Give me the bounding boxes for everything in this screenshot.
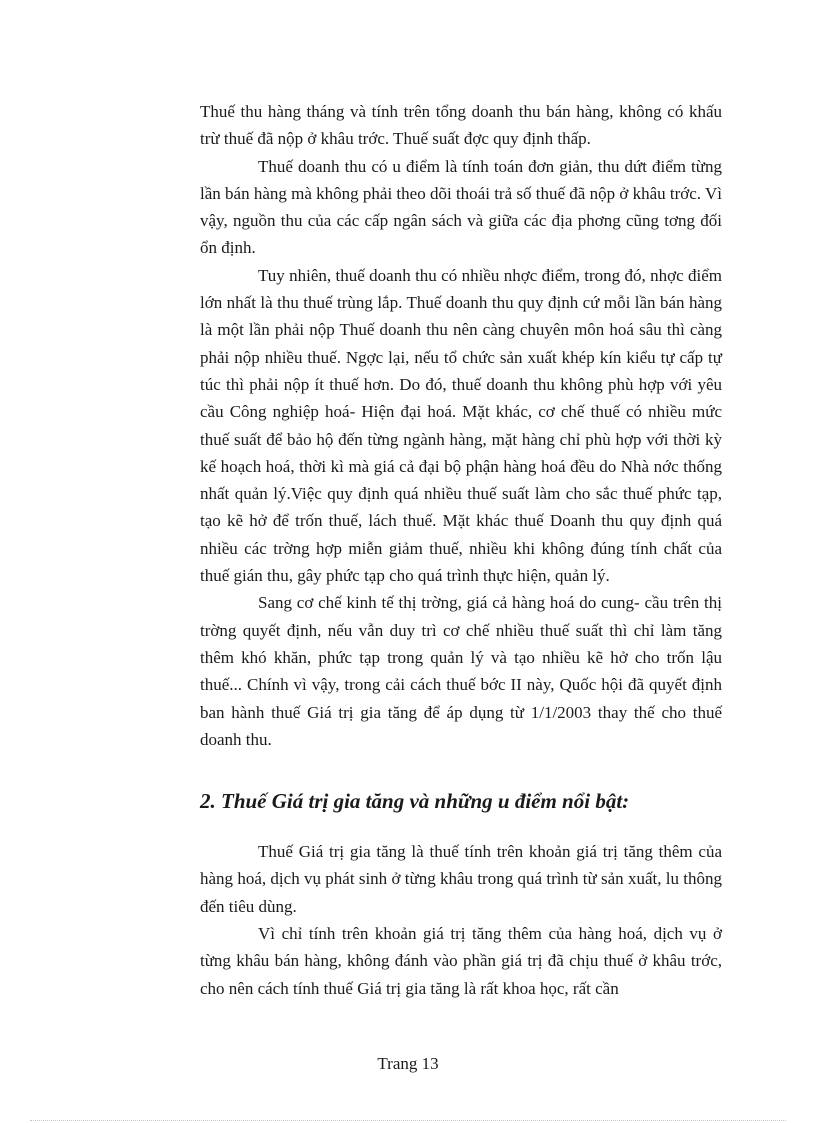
paragraph-4: Sang cơ chế kinh tế thị trờng, giá cả hàng hoá do cung- cầu trên thị trờng quyết định, nếu vẫn duy trì cơ chế nhiều thuế suất thì chỉ làm tăng thêm khó khăn, phức tạp trong quản lý và tạo nhiều kẽ hở cho trốn lậu thuế... Chính vì vậy, trong cải cách thuế bớc II này, Quốc hội đã quyết định ban hành thuế Giá trị gia tăng để áp dụng từ 1/1/2003 thay thế cho thuế doanh thu. <box>200 593 722 749</box>
paragraph-6: Vì chỉ tính trên khoản giá trị tăng thêm của hàng hoá, dịch vụ ở từng khâu bán hàng, không đánh vào phần giá trị đã chịu thuế ở khâu trớc, cho nên cách tính thuế Giá trị gia tăng là rất khoa học, rất cần <box>200 924 722 998</box>
page-bottom-divider <box>30 1120 786 1121</box>
paragraph-1: Thuế thu hàng tháng và tính trên tổng doanh thu bán hàng, không có khấu trừ thuế đã nộp ở khâu trớc. Thuế suất đợc quy định thấp. <box>200 102 722 149</box>
page-body <box>200 98 722 1002</box>
page-number: Trang 13 <box>377 1054 439 1073</box>
paragraph-3: Tuy nhiên, thuế doanh thu có nhiều nhợc điểm, trong đó, nhợc điểm lớn nhất là thu thuế trùng lắp. Thuế doanh thu quy định cứ mỗi lần bán hàng là một lần phải nộp Thuế doanh thu nên càng chuyên môn hoá sâu thì càng phải nộp nhiều thuế. Ngợc lại, nếu tổ chức sản xuất khép kín kiểu tự cấp tự túc thì phải nộp ít thuế hơn. Do đó, thuế doanh thu không phù hợp với yêu cầu Công nghiệp hoá- Hiện đại hoá. Mặt khác, cơ chế thuế có nhiều mức thuế suất để bảo hộ đến từng ngành hàng, mặt hàng chỉ phù hợp với thời kỳ kế hoạch hoá, thời kì mà giá cả đại bộ phận hàng hoá đều do Nhà nớc thống nhất quản lý.Việc quy định quá nhiều thuế suất làm cho sắc thuế phức tạp, tạo kẽ hở để trốn thuế, lách thuế. Mặt khác thuế Doanh thu quy định quá nhiều các trờng hợp miễn giảm thuế, nhiều khi không đúng tính chất của thuế gián thu, gây phức tạp cho quá trình thực hiện, quản lý. <box>200 265 722 586</box>
section-heading: 2. Thuế Giá trị gia tăng và những u điểm nổi bật: <box>200 789 630 814</box>
section-body <box>200 838 722 1002</box>
paragraph-2: Thuế doanh thu có u điểm là tính toán đơn giản, thu dứt điểm từng lần bán hàng mà không phải theo dõi thoái trả số thuế đã nộp ở khâu trớc. Vì vậy, nguồn thu của các cấp ngân sách và giữa các địa phơng cũng tơng đối ổn định. <box>200 156 722 258</box>
paragraph-5: Thuế Giá trị gia tăng là thuế tính trên khoản giá trị tăng thêm của hàng hoá, dịch vụ phát sinh ở từng khâu trong quá trình từ sản xuất, lu thông đến tiêu dùng. <box>200 842 722 916</box>
